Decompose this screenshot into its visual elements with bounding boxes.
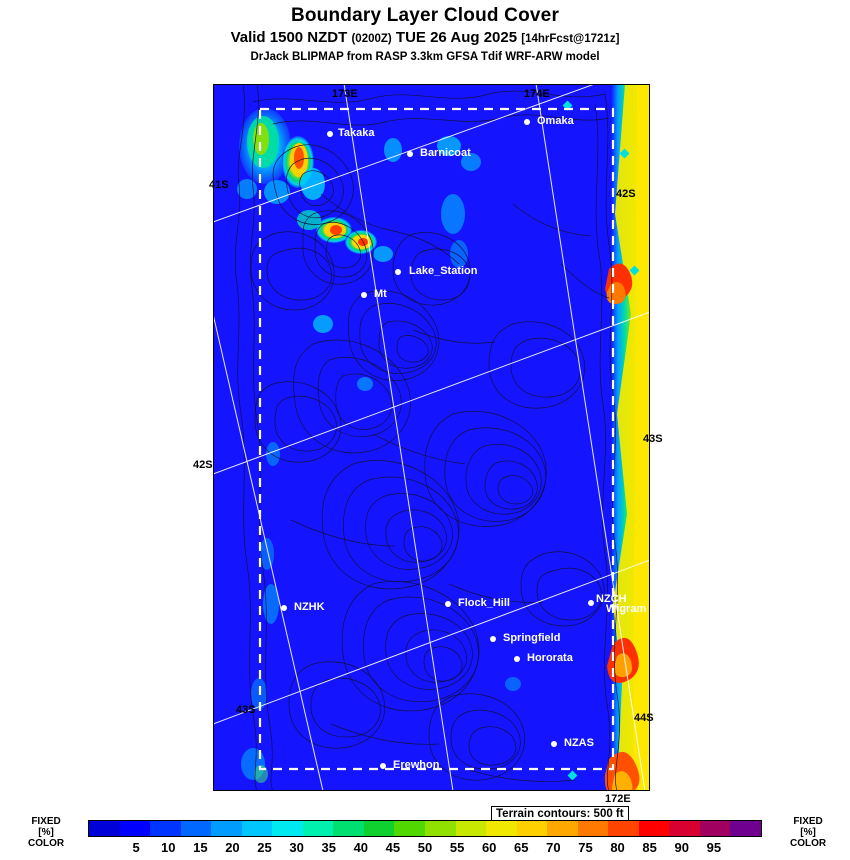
place-label-nzch: NZCH	[596, 593, 627, 605]
lon-label-173e: 173E	[332, 88, 358, 100]
place-label-lake-station: Lake_Station	[409, 265, 478, 277]
legend-tick-65: 65	[514, 840, 529, 855]
legend-tick-95: 95	[706, 840, 722, 855]
lat-label-41s-west: 41S	[209, 179, 229, 191]
legend-tick-80: 80	[610, 840, 625, 855]
lat-label-43s-west: 43S	[236, 704, 256, 716]
title-block	[0, 0, 850, 65]
legend-tick-60: 60	[481, 840, 497, 855]
legend-color-bar	[88, 820, 762, 837]
valid-time: Valid 1500 NZDT	[230, 29, 348, 46]
legend-swatch-21	[730, 821, 761, 836]
legend-swatch-20	[700, 821, 731, 836]
legend-swatch-9	[364, 821, 395, 836]
legend-tick-45: 45	[385, 840, 401, 855]
legend-swatch-3	[181, 821, 212, 836]
legend-tick-40: 40	[353, 840, 369, 855]
legend-swatch-19	[669, 821, 700, 836]
place-label-wigram: Wigram	[606, 603, 647, 615]
legend-right-label	[790, 816, 826, 849]
legend-swatch-11	[425, 821, 456, 836]
place-label-barnicoat: Barnicoat	[420, 147, 471, 159]
place-label-erewhon: Erewhon	[393, 759, 440, 771]
place-label-omaka: Omaka	[537, 115, 574, 127]
legend-tick-20: 20	[225, 840, 240, 855]
map-canvas	[213, 84, 650, 791]
place-label-mt: Mt	[374, 288, 387, 300]
legend-swatch-12	[456, 821, 487, 836]
legend-right-line3: COLOR	[790, 838, 827, 849]
terrain-contour-note: Terrain contours: 500 ft	[491, 806, 629, 822]
legend-left-label	[28, 816, 64, 849]
legend-swatch-7	[303, 821, 334, 836]
lat-label-42s-west: 42S	[193, 459, 213, 471]
legend-swatch-6	[272, 821, 303, 836]
legend-tick-5: 5	[132, 840, 140, 855]
legend-swatch-8	[333, 821, 364, 836]
color-scale-legend	[0, 806, 850, 860]
legend-left-line1: FIXED	[31, 816, 61, 827]
legend-left-line2: [%]	[38, 827, 54, 838]
legend-swatch-2	[150, 821, 181, 836]
valid-time-utc: (0200Z)	[351, 33, 392, 45]
lat-label-42s-east: 42S	[616, 188, 636, 200]
legend-right-line1: FIXED	[793, 816, 823, 827]
lon-label-172e: 172E	[605, 793, 631, 805]
forecast-map[interactable]	[213, 84, 650, 791]
legend-swatch-4	[211, 821, 242, 836]
place-label-flock-hill: Flock_Hill	[458, 597, 510, 609]
legend-tick-85: 85	[642, 840, 657, 855]
legend-tick-70: 70	[546, 840, 561, 855]
legend-swatch-13	[486, 821, 517, 836]
legend-tick-50: 50	[417, 840, 433, 855]
place-label-springfield: Springfield	[503, 632, 561, 644]
legend-swatch-1	[120, 821, 151, 836]
lat-label-43s-east: 43S	[643, 433, 663, 445]
lat-label-44s-east: 44S	[634, 712, 654, 724]
legend-tick-75: 75	[578, 840, 593, 855]
valid-time-line	[0, 28, 850, 49]
forecast-stamp: [14hrFcst@1721z]	[521, 33, 620, 45]
legend-tick-10: 10	[161, 840, 176, 855]
legend-swatch-16	[578, 821, 609, 836]
legend-tick-15: 15	[193, 840, 208, 855]
place-label-nzas: NZAS	[564, 737, 594, 749]
legend-swatch-5	[242, 821, 273, 836]
legend-swatch-15	[547, 821, 578, 836]
legend-tick-30: 30	[289, 840, 304, 855]
legend-tick-25: 25	[257, 840, 272, 855]
legend-swatch-18	[639, 821, 670, 836]
legend-tick-90: 90	[674, 840, 689, 855]
legend-swatch-0	[89, 821, 120, 836]
legend-tick-35: 35	[321, 840, 336, 855]
place-label-takaka: Takaka	[338, 127, 375, 139]
legend-swatch-10	[394, 821, 425, 836]
page-title: Boundary Layer Cloud Cover	[290, 5, 560, 26]
place-label-hororata: Hororata	[527, 652, 573, 664]
legend-tick-55: 55	[449, 840, 465, 855]
legend-right-line2: [%]	[800, 827, 816, 838]
legend-swatch-17	[608, 821, 639, 836]
valid-date: TUE 26 Aug 2025	[395, 29, 518, 46]
legend-swatch-14	[517, 821, 548, 836]
lon-label-174e: 174E	[524, 88, 550, 100]
model-description: DrJack BLIPMAP from RASP 3.3km GFSA Tdif WRF-ARW model	[250, 51, 600, 63]
legend-left-line3: COLOR	[28, 838, 65, 849]
place-label-nzhk: NZHK	[294, 601, 325, 613]
